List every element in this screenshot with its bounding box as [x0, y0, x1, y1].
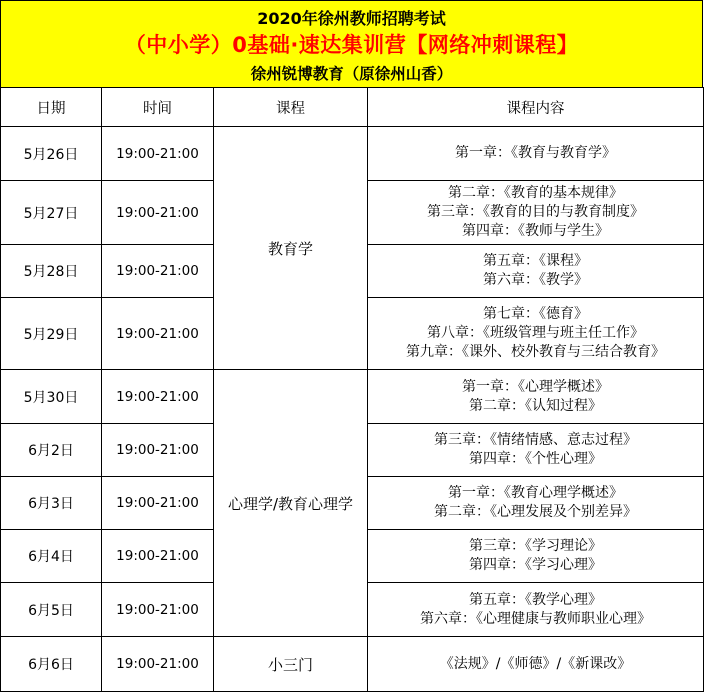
chapter-line: 第四章：《学习心理》 — [469, 557, 602, 573]
row-time: 19:00-21:00 — [102, 477, 214, 530]
header-organizer: 徐州锐博教育（原徐州山香） — [250, 65, 453, 83]
header-title: 2020年徐州教师招聘考试 — [257, 9, 446, 28]
chapter-line: 第一章：《教育与教育学》 — [455, 145, 616, 161]
chapter-line: 第四章：《个性心理》 — [469, 451, 602, 467]
chapter-line: 第五章：《教学心理》 — [469, 591, 602, 608]
row-date: 6月2日 — [1, 424, 102, 477]
row-content — [368, 370, 704, 424]
row-date: 5月27日 — [1, 181, 102, 245]
column-header-content: 课程内容 — [368, 88, 704, 127]
table-header-row — [1, 88, 704, 127]
chapter-line: 第三章：《教育的目的与教育制度》 — [427, 204, 644, 220]
course-name: 心理学/教育心理学 — [214, 370, 368, 637]
chapter-line: 第八章：《班级管理与班主任工作》 — [427, 325, 644, 341]
row-date: 6月5日 — [1, 583, 102, 637]
row-time: 19:00-21:00 — [102, 370, 214, 424]
column-header-time: 时间 — [102, 88, 214, 127]
chapter-line: 第七章：《德育》 — [483, 306, 588, 322]
row-date: 5月28日 — [1, 245, 102, 298]
chapter-line: 第一章：《教育心理学概述》 — [448, 485, 623, 501]
row-time: 19:00-21:00 — [102, 637, 214, 692]
row-date: 5月26日 — [1, 127, 102, 181]
row-content — [368, 298, 704, 370]
row-time: 19:00-21:00 — [102, 127, 214, 181]
chapter-line: 第六章：《心理健康与教师职业心理》 — [420, 610, 651, 627]
row-time: 19:00-21:00 — [102, 245, 214, 298]
schedule-body — [1, 127, 704, 692]
row-time: 19:00-21:00 — [102, 298, 214, 370]
row-date: 6月6日 — [1, 637, 102, 692]
row-content — [368, 245, 704, 298]
header-subtitle: （中小学）0基础·速达集训营【网络冲刺课程】 — [124, 33, 579, 57]
row-content — [368, 637, 704, 692]
chapter-line: 第二章：《认知过程》 — [469, 397, 602, 414]
schedule-table — [0, 87, 704, 692]
row-date: 6月3日 — [1, 477, 102, 530]
chapter-line: 《法规》/《师德》/《新课改》 — [439, 655, 632, 672]
chapter-line: 第一章：《心理学概述》 — [462, 378, 609, 395]
row-content — [368, 583, 704, 637]
chapter-line: 第九章：《课外、校外教育与三结合教育》 — [406, 344, 665, 360]
column-header-date: 日期 — [1, 88, 102, 127]
chapter-line: 第四章：《教师与学生》 — [462, 223, 609, 239]
table-row — [1, 370, 704, 424]
course-name: 小三门 — [214, 637, 368, 692]
row-date: 5月29日 — [1, 298, 102, 370]
row-time: 19:00-21:00 — [102, 583, 214, 637]
chapter-line: 第三章：《情绪情感、意志过程》 — [434, 432, 637, 448]
table-row — [1, 637, 704, 692]
table-row — [1, 127, 704, 181]
row-time: 19:00-21:00 — [102, 181, 214, 245]
row-date: 5月30日 — [1, 370, 102, 424]
row-content — [368, 127, 704, 181]
row-content — [368, 477, 704, 530]
row-time: 19:00-21:00 — [102, 530, 214, 583]
row-time: 19:00-21:00 — [102, 424, 214, 477]
schedule-header — [0, 0, 703, 87]
row-content — [368, 530, 704, 583]
row-content — [368, 424, 704, 477]
chapter-line: 第二章：《心理发展及个别差异》 — [434, 504, 637, 520]
chapter-line: 第六章：《教学》 — [483, 272, 588, 288]
chapter-line: 第二章：《教育的基本规律》 — [448, 185, 623, 201]
chapter-line: 第三章：《学习理论》 — [469, 538, 602, 554]
column-header-course: 课程 — [214, 88, 368, 127]
row-date: 6月4日 — [1, 530, 102, 583]
chapter-line: 第五章：《课程》 — [483, 253, 588, 269]
row-content — [368, 181, 704, 245]
course-name: 教育学 — [214, 127, 368, 370]
